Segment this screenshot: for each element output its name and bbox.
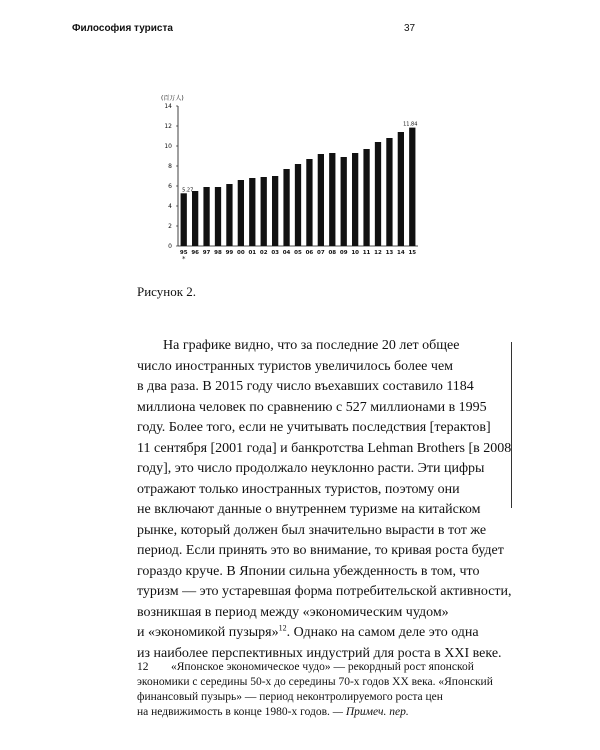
body-line: период. Если принять это во внимание, то кривая роста будет	[137, 543, 504, 558]
body-line: гораздо круче. В Японии сильна убежденность в том, что	[137, 563, 480, 579]
body-line: число иностранных туристов увеличилось более чем	[137, 358, 454, 374]
x-tick-label: 00	[237, 250, 245, 256]
x-tick-label: 96	[191, 250, 199, 256]
footnote	[137, 660, 507, 720]
y-tick-label: 6	[168, 183, 172, 190]
running-title: Философия туриста	[72, 23, 173, 34]
data-label: 11.84	[403, 121, 418, 128]
bar	[272, 176, 278, 246]
body-line: не включают данные о внутреннем туризме на китайском	[137, 502, 481, 517]
footnote-last-line	[137, 705, 507, 720]
bar	[306, 159, 312, 246]
x-tick-label: 13	[385, 250, 394, 256]
body-line: отражают только иностранных туристов, поэтому они	[137, 481, 460, 497]
margin-rule	[511, 342, 512, 508]
body-line: На графике видно, что за последние 20 лет общее	[163, 338, 460, 353]
bar	[318, 154, 324, 246]
translator-note: — Примеч. пер.	[332, 706, 409, 718]
footnote-number: 12	[137, 661, 149, 673]
x-tick-label: 12	[374, 250, 382, 256]
body-line: из наиболее перспективных индустрий для роста в XXI веке.	[137, 645, 502, 661]
bar	[329, 153, 335, 246]
y-tick-label: 14	[164, 103, 172, 110]
bar	[226, 184, 232, 246]
x-tick-label: 08	[328, 250, 337, 256]
x-tick-label: 05	[294, 250, 302, 256]
y-tick-label: 8	[168, 163, 172, 170]
x-tick-label: 95	[179, 250, 188, 256]
x-tick-label: 11	[362, 250, 371, 256]
bar	[249, 178, 255, 246]
bar	[341, 157, 347, 246]
bar	[352, 153, 358, 246]
body-line: туризм — это устаревшая форма потребительской активности,	[137, 584, 512, 599]
footnote-line: «Японское экономическое чудо» — рекордный рост японской	[171, 661, 474, 673]
bar-chart	[150, 86, 440, 272]
footnote-line: на недвижимость в конце 1980-х годов.	[137, 706, 330, 718]
bar	[192, 191, 198, 246]
y-tick-label: 4	[168, 203, 172, 210]
body-line: миллиона человек по сравнению с 527 миллионами в 1995	[137, 399, 487, 415]
x-tick-label: 14	[397, 250, 405, 256]
bar	[283, 169, 289, 246]
x-tick-label: 04	[282, 250, 291, 256]
bar	[203, 187, 209, 246]
footnote-first-line	[137, 660, 507, 675]
body-line: в два раза. В 2015 году число въехавших составило 1184	[137, 379, 474, 394]
bar	[215, 187, 221, 246]
body-line: 11 сентября [2001 года] и банкротства Lehman Brothers [в 2008	[137, 440, 512, 456]
x-tick-label: 03	[271, 250, 279, 256]
x-tick-label: 06	[305, 250, 314, 256]
bar	[409, 128, 415, 246]
x-tick-label: 98	[214, 250, 222, 256]
bar	[238, 180, 244, 246]
y-tick-label: 2	[168, 223, 172, 230]
data-label: 5.27	[182, 187, 194, 194]
body-line: году], это число продолжало неуклонно расти. Эти цифры	[137, 461, 485, 476]
y-tick-label: 12	[164, 123, 172, 130]
x-tick-label: 01	[248, 250, 257, 256]
bar	[261, 177, 267, 246]
bar	[375, 142, 381, 246]
x-tick-label: 10	[351, 250, 359, 256]
y-tick-label: 0	[168, 243, 172, 250]
body-line: рынке, который должен был значительно вырасти в тот же	[137, 522, 487, 538]
x-tick-label: 07	[317, 250, 325, 256]
y-tick-label: 10	[164, 143, 172, 150]
body-text-fragment: . Однако на самом деле это одна	[286, 625, 479, 640]
x-tick-label: 02	[259, 250, 268, 256]
figure-caption: Рисунок 2.	[137, 284, 197, 299]
x-tick-label: 09	[339, 250, 348, 256]
page-number: 37	[404, 23, 416, 34]
body-line: году. Более того, если не учитывать последствия [терактов]	[137, 420, 491, 435]
body-text-fragment: и «экономикой пузыря»	[137, 625, 279, 640]
body-paragraph	[137, 336, 512, 664]
bar	[398, 132, 404, 246]
bar	[363, 149, 369, 246]
y-axis-label: (百万人)	[161, 95, 184, 102]
footnote-ref: 12	[278, 623, 287, 633]
footnote-line: экономики с середины 50-х до середины 70-х годов XX века. «Японский	[137, 676, 493, 688]
bar	[295, 164, 301, 246]
bar	[181, 193, 187, 246]
body-line: возникшая в период между «экономическим чудом»	[137, 604, 449, 620]
body-line-with-footnote	[137, 623, 499, 644]
x-tick-label: 97	[202, 250, 211, 256]
x-tick-mark-symbol: *	[181, 255, 186, 263]
bar	[386, 138, 392, 246]
x-tick-label: 99	[225, 250, 234, 256]
footnote-line: финансовый пузырь» — период неконтролируемого роста цен	[137, 691, 443, 703]
x-tick-label: 15	[408, 250, 417, 256]
